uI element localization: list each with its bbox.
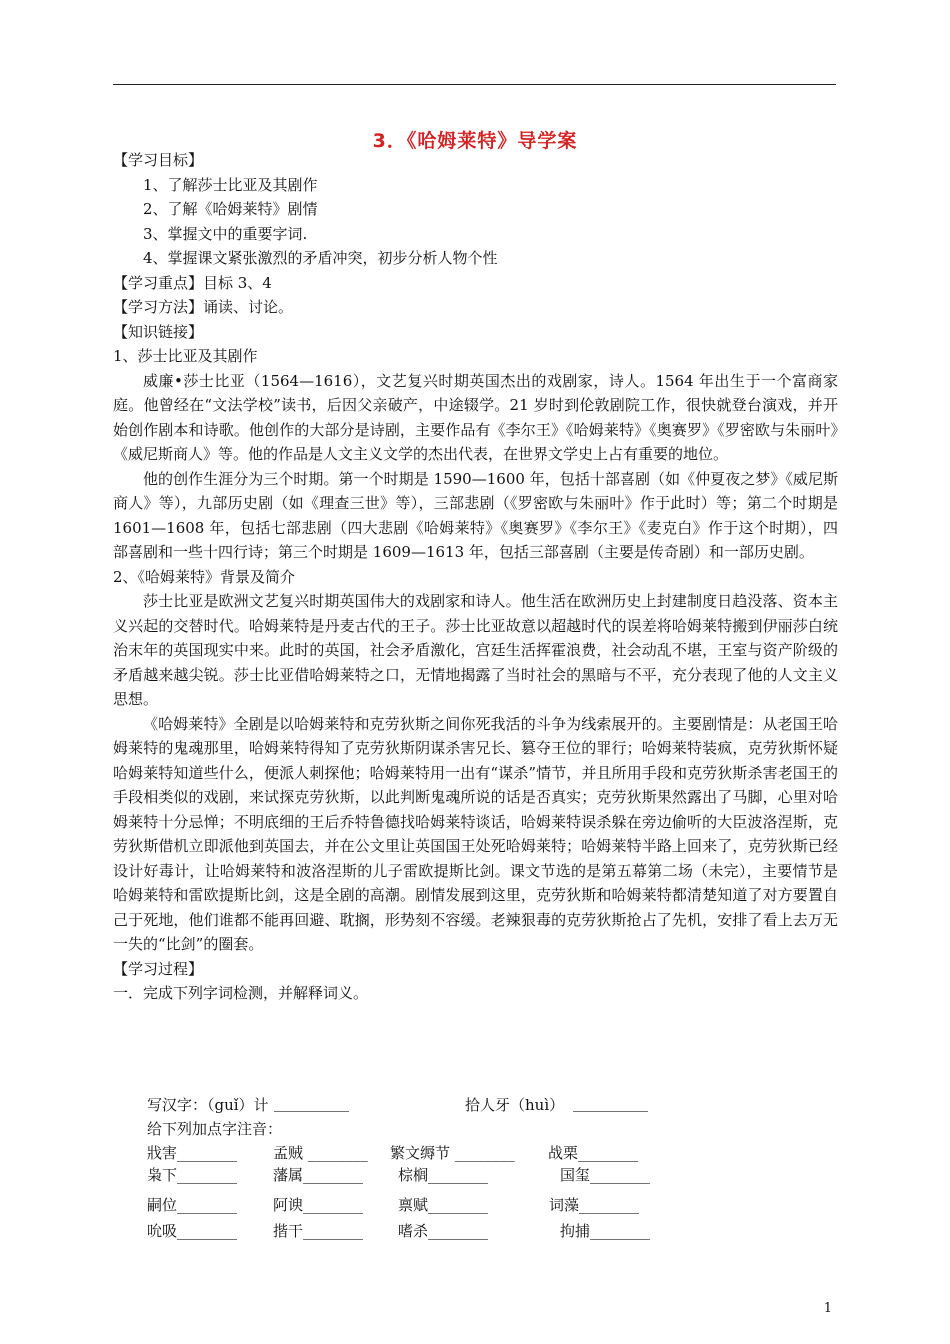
- vocab-item[interactable]: 棕榈________: [398, 1166, 489, 1184]
- objective-item: 2、了解《哈姆莱特》剧情: [143, 200, 318, 218]
- page-title: 3．《哈姆莱特》导学案: [372, 130, 578, 152]
- knowledge-header: 【知识链接】: [113, 322, 204, 341]
- page-number: 1: [823, 1301, 832, 1316]
- vocab-item[interactable]: 战栗________: [548, 1144, 639, 1162]
- vocab-item[interactable]: 吮吸________: [147, 1222, 238, 1240]
- paragraph: 他的创作生涯分为三个时期。第一个时期是 1590—1600 年，包括十部喜剧（如《仲夏夜之梦》《威尼斯商人》等），九部历史剧（如《理查三世》等），三部悲剧（《罗密欧与朱丽叶》作于此时）等；第二个时期是 1601—1608 年，包括七部悲剧（四大悲剧《哈姆莱特》《奥赛罗》《李尔王》《麦克白》作于这个时期），四部喜剧和一些十四行诗；第三个时期是 1609—1613 年，包括三部喜剧（主要是传奇剧）和一部历史剧。: [113, 469, 838, 561]
- method-line: 【学习方法】诵读、讨论。: [113, 298, 294, 316]
- write-label-2: 拾人牙（huì）: [465, 1096, 565, 1114]
- paragraph: 威廉•莎士比亚（1564—1616），文艺复兴时期英国杰出的戏剧家，诗人。1564 年出生于一个富商家庭。他曾经在“文法学校”读书，后因父亲破产，中途辍学。21 岁时到伦敦剧院工作，很快就登台演戏，并开始创作剧本和诗歌。他创作的大部分是诗剧，主要作品有《李尔王》《哈姆莱特》《奥赛罗》《罗密欧与朱丽叶》《威尼斯商人》等。他的作品是人文主义文学的杰出代表，在世界文学史上占有重要的地位。: [113, 371, 838, 463]
- write-label-1: 写汉字：（guǐ）计: [147, 1096, 269, 1114]
- vocab-item[interactable]: 戕害________: [147, 1144, 238, 1162]
- vocab-item[interactable]: 拘捕________: [560, 1222, 651, 1240]
- paragraph: 莎士比亚是欧洲文艺复兴时期英国伟大的戏剧家和诗人。他生活在欧洲历史上封建制度日趋没落、资本主义兴起的交替时代。哈姆莱特是丹麦古代的王子。莎士比亚故意以超越时代的误差将哈姆莱特搬到伊丽莎白统治末年的英国现实中来。此时的英国，社会矛盾激化，宫廷生活挥霍浪费，社会动乱不堪，王室与资产阶级的矛盾越来越尖锐。莎士比亚借哈姆莱特之口，无情地揭露了当时社会的黑暗与不平，充分表现了他的人文主义思想。: [113, 592, 838, 708]
- objective-item: 3、掌握文中的重要字词.: [143, 224, 308, 243]
- paragraph: 《哈姆莱特》全剧是以哈姆莱特和克劳狄斯之间你死我活的斗争为线索展开的。主要剧情是：从老国王哈姆莱特的鬼魂那里，哈姆莱特得知了克劳狄斯阴谋杀害兄长、篡夺王位的罪行；哈姆莱特装疯，克劳狄斯怀疑哈姆莱特知道些什么，便派人刺探他；哈姆莱特用一出有“谋杀”情节，并且所用手段和克劳狄斯杀害老国王的手段相类似的戏剧，来试探克劳狄斯，以此判断鬼魂所说的话是否真实；克劳狄斯果然露出了马脚，心里对哈姆莱特十分忌惮；不明底细的王后乔特鲁德找哈姆莱特谈话，哈姆莱特误杀躲在旁边偷听的大臣波洛涅斯，克劳狄斯借机立即派他到英国去，并在公文里让英国国王处死哈姆莱特；哈姆莱特半路上回来了，克劳狄斯已经设计好毒计，让哈姆莱特和波洛涅斯的儿子雷欧提斯比剑。课文节选的是第五幕第二场（未完），主要情节是哈姆莱特和雷欧提斯比剑，这是全剧的高潮。剧情发展到这里，克劳狄斯和哈姆莱特都清楚知道了对方要置自己于死地，他们谁都不能再回避、耽搁，形势刻不容缓。老辣狠毒的克劳狄斯抢占了先机，安排了看上去万无一失的“比剑”的圈套。: [113, 714, 838, 953]
- vocab-item[interactable]: 阿谀________: [273, 1196, 364, 1214]
- objective-item: 4、掌握课文紧张激烈的矛盾冲突，初步分析人物个性: [143, 249, 498, 267]
- objective-item: 1、了解莎士比亚及其剧作: [143, 175, 318, 194]
- vocab-item[interactable]: 繁文缛节 ________: [390, 1144, 515, 1162]
- objectives-header: 【学习目标】: [113, 151, 204, 169]
- vocab-item[interactable]: 嗣位________: [147, 1196, 238, 1214]
- vocab-item[interactable]: 国玺________: [560, 1166, 651, 1184]
- process-header: 【学习过程】: [113, 959, 204, 978]
- section-heading: 2、《哈姆莱特》背景及简介: [113, 567, 296, 586]
- vocab-item[interactable]: 嗜杀________: [398, 1222, 489, 1240]
- vocab-item[interactable]: 枭下________: [147, 1166, 238, 1184]
- write-blank-2[interactable]: __________: [573, 1094, 648, 1112]
- vocab-item[interactable]: 孟贼 ________: [273, 1144, 368, 1162]
- vocab-item[interactable]: 揩干________: [273, 1222, 364, 1240]
- document-body: [113, 148, 838, 1006]
- pinyin-prompt: 给下列加点字注音：: [147, 1120, 283, 1138]
- vocab-item[interactable]: 禀赋________: [398, 1196, 489, 1214]
- focus-line: 【学习重点】目标 3、4: [113, 273, 272, 292]
- task-line: 一．完成下列字词检测，并解释词义。: [113, 984, 369, 1002]
- header-rule: [113, 84, 836, 85]
- section-heading: 1、莎士比亚及其剧作: [113, 347, 258, 365]
- vocab-item[interactable]: 藩属________: [273, 1166, 364, 1184]
- vocab-item[interactable]: 词藻________: [549, 1196, 640, 1214]
- write-blank-1[interactable]: __________: [274, 1094, 349, 1112]
